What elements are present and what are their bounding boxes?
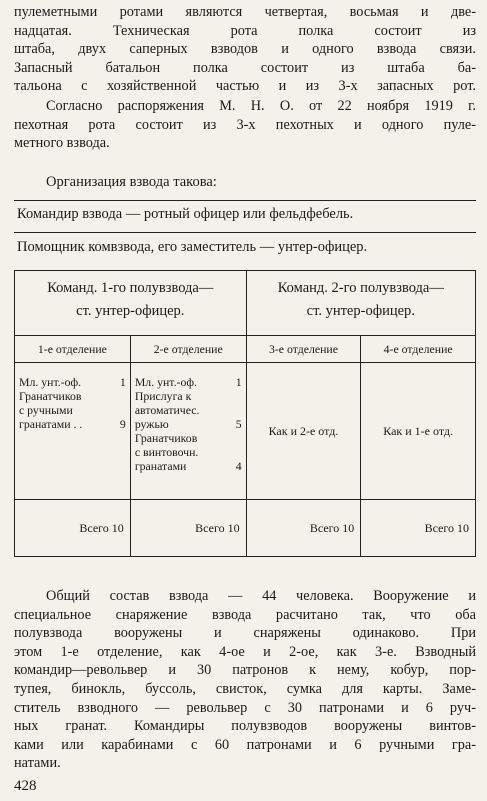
header-line: Команд. 1-го полувзвода— bbox=[47, 280, 214, 296]
text-line: тальона с хозяйственной частью и из 3-х запасных рот. bbox=[14, 78, 476, 95]
section-header: 1-е отделение bbox=[15, 336, 131, 363]
text-line: пехотная рота состоит из 3-х пехотных и одного пуле- bbox=[14, 116, 476, 133]
roster-row: с винтовочн. bbox=[134, 445, 199, 459]
text-line: метного взвода. bbox=[14, 135, 110, 152]
text-line: ститель взводного — револьвер с 30 патронами и 6 руч- bbox=[14, 699, 476, 716]
text-line: штаба, двух саперных взводов и одного взвода связи. bbox=[14, 41, 476, 58]
text-line: Общий состав взвода — 44 человека. Вооружение и bbox=[46, 588, 476, 604]
text-line: пулеметными ротами являются четвертая, восьмая и две- bbox=[14, 4, 476, 20]
roster-row: гранатами 4 bbox=[134, 459, 242, 473]
section-total: Всего 10 bbox=[246, 500, 361, 557]
roster-row: гранатами . . 9 bbox=[19, 417, 126, 431]
roster-row: с ручными bbox=[19, 403, 73, 417]
text-line: специальное снаряжение взвода расчитано так, что оба bbox=[14, 606, 476, 623]
roster-row: Гранатчиков bbox=[19, 389, 82, 403]
header-line: ст. унтер-офицер. bbox=[76, 303, 185, 319]
text-line: тупея, бинокль, буссоль, свисток, сумка для карты. Заме- bbox=[14, 680, 476, 697]
organization-title: Организация взвода такова: bbox=[46, 174, 217, 190]
section-header: 2-е отделение bbox=[130, 336, 246, 363]
commander-row: Командир взвода — ротный офицер или фельдфебель. bbox=[17, 206, 354, 222]
roster-row: Мл. унт.-оф. 1 bbox=[19, 375, 126, 389]
section-total: Всего 10 bbox=[361, 500, 476, 557]
text-line: ками или карабинами с 60 патронами и 6 ручными гра- bbox=[14, 736, 476, 753]
section-header: 4-е отделение bbox=[361, 336, 476, 363]
section-4-cell: Как и 1-е отд. bbox=[361, 363, 476, 500]
text-line: натами. bbox=[14, 755, 61, 772]
divider bbox=[14, 200, 476, 201]
section-header: 3-е отделение bbox=[246, 336, 361, 363]
decree-paragraph bbox=[14, 97, 476, 153]
page-number: 428 bbox=[14, 778, 37, 794]
header-line: Команд. 2-го полувзвода— bbox=[277, 280, 444, 296]
text-line: ных гранат. Командиры полувзводов вооружены винтов- bbox=[14, 718, 476, 735]
text-line: Согласно распоряжения М. Н. О. от 22 ноября 1919 г. bbox=[46, 98, 476, 114]
header-line: ст. унтер-офицер. bbox=[306, 303, 415, 319]
section-1-cell bbox=[15, 363, 131, 500]
bottom-paragraph bbox=[14, 587, 476, 773]
roster-row: Мл. унт.-оф. 1 bbox=[134, 375, 242, 389]
half-platoon-1-header bbox=[15, 271, 247, 336]
roster-row: Гранатчиков bbox=[134, 431, 198, 445]
section-total: Всего 10 bbox=[130, 500, 246, 557]
assistant-row: Помощник комвзвода, его заместитель — унтер-офицер. bbox=[17, 239, 368, 255]
text-line: Запасный батальон полка состоит из штаба ба- bbox=[14, 59, 476, 76]
platoon-organization-table bbox=[14, 270, 476, 557]
roster-row: ружью 5 bbox=[134, 417, 242, 431]
section-3-cell: Как и 2-е отд. bbox=[246, 363, 361, 500]
roster-row: автоматичес. bbox=[134, 403, 200, 417]
text-line: надцатая. Техническая рота полка состоит из bbox=[14, 22, 476, 39]
section-total: Всего 10 bbox=[15, 500, 131, 557]
top-paragraph bbox=[14, 3, 476, 96]
roster-row: Прислуга к bbox=[134, 389, 192, 403]
text-line: этом 1-е отделение, как 4-ое и 2-ое, как 3-е. Взводный bbox=[14, 643, 476, 660]
half-platoon-2-header bbox=[246, 271, 475, 336]
section-2-cell bbox=[130, 363, 246, 500]
text-line: полувзвода вооружены и снаряжены одинаково. При bbox=[14, 625, 476, 642]
divider bbox=[14, 232, 476, 233]
text-line: командир—револьвер и 30 патронов к нему, кобур, пор- bbox=[14, 662, 476, 679]
